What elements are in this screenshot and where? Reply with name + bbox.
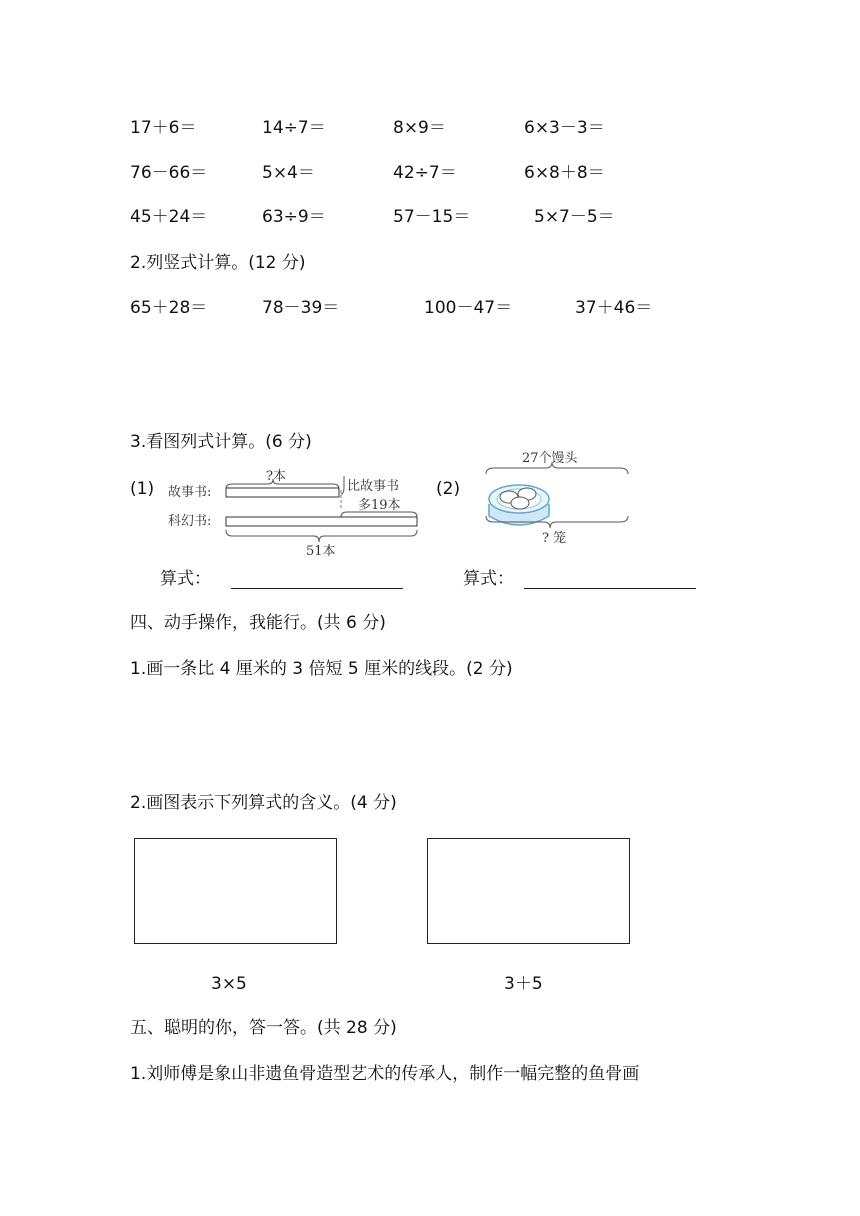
section-4-heading: 四、动手操作，我能行。(共 6 分) [130, 613, 386, 633]
calc-r2-c2: 5×4＝ [262, 163, 315, 183]
picture-calc-heading: 3.看图列式计算。(6 分) [130, 432, 312, 452]
figure-1-diagram [160, 462, 425, 560]
calc-r1-c3: 8×9＝ [393, 118, 446, 138]
vertical-calc-heading: 2.列竖式计算。(12 分) [130, 253, 306, 273]
answer-blank-1[interactable] [231, 587, 403, 589]
fig1-bottom-label: 51本 [306, 544, 336, 559]
box-1-caption: 3×5 [211, 974, 247, 994]
calc-r3-c1: 45＋24＝ [130, 207, 208, 227]
vertical-calc-item-4: 37＋46＝ [575, 298, 653, 318]
calc-r3-c2: 63÷9＝ [262, 207, 326, 227]
section-4-question-2: 2.画图表示下列算式的含义。(4 分) [130, 793, 397, 813]
calc-r1-c1: 17＋6＝ [130, 118, 197, 138]
calc-r1-c2: 14÷7＝ [262, 118, 326, 138]
fig2-top-label: 27个馒头 [522, 451, 578, 466]
fig1-row2-label: 科幻书: [168, 514, 212, 529]
calc-r3-c4: 5×7－5＝ [534, 207, 615, 227]
section-5-question-1: 1.刘师傅是象山非遗鱼骨造型艺术的传承人，制作一幅完整的鱼骨画 [130, 1064, 640, 1084]
fig1-top-label: ?本 [266, 469, 286, 484]
calc-r1-c4: 6×3－3＝ [524, 118, 605, 138]
fig1-right-line2: 多19本 [358, 498, 401, 513]
section-5-heading: 五、聪明的你，答一答。(共 28 分) [130, 1018, 397, 1038]
calc-r3-c3: 57－15＝ [393, 207, 471, 227]
figure-2-diagram [480, 444, 636, 550]
calc-r2-c3: 42÷7＝ [393, 163, 457, 183]
figure-1-label: (1) [130, 479, 155, 499]
fig1-right-line1: 比故事书 [347, 479, 400, 494]
answer-label-1: 算式： [160, 569, 211, 589]
calc-r2-c4: 6×8＋8＝ [524, 163, 605, 183]
steamer-basket-icon [489, 485, 549, 525]
drawing-box-1[interactable] [134, 838, 337, 944]
drawing-box-2[interactable] [427, 838, 630, 944]
answer-blank-2[interactable] [524, 587, 696, 589]
vertical-calc-item-1: 65＋28＝ [130, 298, 208, 318]
vertical-calc-item-2: 78－39＝ [262, 298, 340, 318]
fig1-row1-label: 故事书: [168, 485, 212, 500]
fig2-bottom-label: ? 笼 [542, 531, 567, 546]
calc-r2-c1: 76－66＝ [130, 163, 208, 183]
box-2-caption: 3＋5 [504, 974, 543, 994]
figure-2-label: (2) [436, 479, 461, 499]
section-4-question-1: 1.画一条比 4 厘米的 3 倍短 5 厘米的线段。(2 分) [130, 659, 513, 679]
story-book-bar [226, 488, 339, 497]
vertical-calc-item-3: 100－47＝ [424, 298, 513, 318]
scifi-book-bar [226, 517, 417, 526]
answer-label-2: 算式： [463, 569, 514, 589]
